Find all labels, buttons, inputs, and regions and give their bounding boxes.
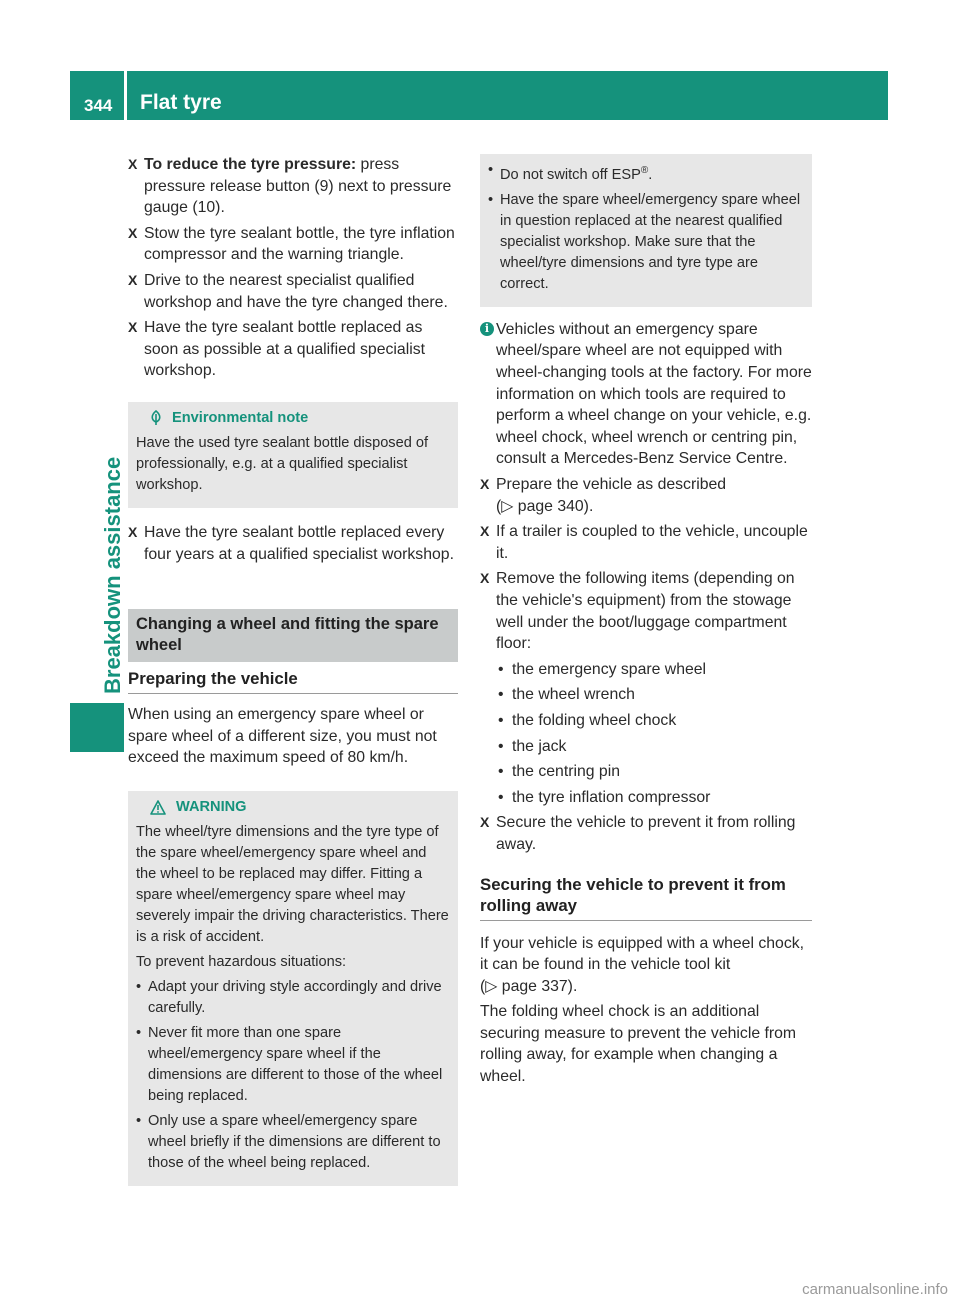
bullet-icon: • <box>136 1112 142 1129</box>
step-text: next to pressure gauge <box>144 177 452 217</box>
info-note <box>480 319 812 470</box>
page-number: 344 <box>84 96 113 115</box>
item-bullet <box>480 761 812 783</box>
bullet-icon: • <box>136 978 142 995</box>
bullet-icon: • <box>498 737 504 755</box>
bullet-icon: • <box>498 788 504 806</box>
bullet-icon: • <box>498 686 504 704</box>
ref-number: 9 <box>319 177 329 195</box>
item-bullet <box>480 684 812 706</box>
warning-box <box>128 791 458 1186</box>
step-text: Prepare the vehicle as described <box>496 476 727 494</box>
item-bullet <box>480 736 812 758</box>
bullet-icon: • <box>488 191 494 208</box>
warning-bullet <box>136 1111 450 1174</box>
paragraph <box>480 933 812 998</box>
bullet-text: the folding wheel chock <box>512 711 677 729</box>
bullet-icon: • <box>498 660 504 678</box>
step-text: Have the tyre sealant bottle replaced every four years at a qualified specialist workshop. <box>144 523 454 563</box>
item-bullet <box>480 659 812 681</box>
warning-text: The wheel/tyre dimensions and the tyre type of the spare wheel/emergency spare wheel and the wheel to be replaced may differ. Fitting a spare wheel/emergency spare wheel may severely impair the driving characteristics. There is a risk of accident. <box>136 823 449 945</box>
section-title: Changing a wheel and fitting the spare wheel <box>128 609 458 662</box>
item-bullet <box>480 710 812 732</box>
info-text: Vehicles without an emergency spare wheel/spare wheel are not equipped with wheel-changing tools at the factory. For more information on which tools are required to perform a wheel change on your vehicle, e.g. wheel chock, wheel wrench or centring pin, consult a Mercedes-Benz Service Centre. <box>496 320 812 468</box>
environmental-note-text: Have the used tyre sealant bottle disposed of professionally, e.g. at a qualified specialist workshop. <box>136 434 429 493</box>
intro-paragraph: When using an emergency spare wheel or spare wheel of a different size, you must not exceed the maximum speed of 80 km/h. <box>128 706 437 767</box>
warning-title: WARNING <box>176 798 247 815</box>
environment-leaf-icon <box>150 410 162 426</box>
bullet-text: Have the spare wheel/emergency spare wheel in question replaced at the nearest qualified specialist workshop. Make sure that the wheel/tyre dimensions and tyre type are correct. <box>500 191 801 292</box>
step-text: press pressure release button <box>144 156 400 195</box>
step-arrow-icon: X <box>128 271 138 288</box>
step-replace-every-four-years <box>128 522 458 565</box>
bullet-text: the emergency spare wheel <box>512 660 707 678</box>
page-title: Flat tyre <box>140 91 222 114</box>
bullet-text: Do not switch off ESP <box>500 166 641 183</box>
step-drive <box>128 270 458 313</box>
left-column <box>128 154 458 1186</box>
item-bullet <box>480 787 812 809</box>
bullet-text: the centring pin <box>512 763 621 781</box>
footer-watermark: carmanualsonline.info <box>802 1281 948 1298</box>
bullet-icon: • <box>136 1024 142 1041</box>
bullet-text: the jack <box>512 737 567 755</box>
ref-number: 10 <box>197 199 216 217</box>
registered-mark: ® <box>640 165 649 176</box>
page-reference-link[interactable]: (▷ page 340). <box>496 497 594 515</box>
step-text: If a trailer is coupled to the vehicle, uncouple it. <box>496 523 808 562</box>
warning-bullet <box>136 977 450 1019</box>
bullet-text: Adapt your driving style accordingly and drive carefully. <box>148 978 442 1016</box>
subsection-title: Preparing the vehicle <box>128 668 458 694</box>
step-text: Drive to the nearest specialist qualified workshop and have the tyre changed there. <box>144 271 448 311</box>
page-reference-link[interactable]: (▷ page 337). <box>480 977 578 995</box>
bullet-icon: • <box>498 711 504 729</box>
step-stow <box>128 223 458 266</box>
warning-box-continued <box>480 154 812 307</box>
step-text: Stow the tyre sealant bottle, the tyre inflation compressor and the warning triangle. <box>144 224 455 264</box>
step-text: Remove the following items (depending on the vehicle's equipment) from the stowage well under the boot/luggage compartment floor: <box>496 570 795 653</box>
bullet-text: Only use a spare wheel/emergency spare wheel briefly if the dimensions are different to those of the wheel being replaced. <box>148 1112 441 1171</box>
step-remove-items <box>480 568 812 654</box>
paragraph-text: If your vehicle is equipped with a wheel chock, it can be found in the vehicle tool kit <box>480 934 805 974</box>
ref-number-icon: (9) <box>314 177 334 195</box>
environmental-note-title: Environmental note <box>172 409 309 426</box>
warning-header <box>136 797 450 818</box>
step-secure-vehicle <box>480 812 812 855</box>
bullet-text: . <box>648 166 653 183</box>
warning-bullet <box>488 190 804 295</box>
bullet-icon: • <box>498 763 504 781</box>
header-divider <box>124 71 127 120</box>
bullet-text: the wheel wrench <box>512 686 635 704</box>
step-arrow-icon: X <box>480 523 490 540</box>
bullet-text: Never fit more than one spare wheel/emergency spare wheel if the dimensions are different to those of the wheel being replaced. <box>148 1024 443 1104</box>
step-text: Have the tyre sealant bottle replaced as soon as possible at a qualified specialist workshop. <box>144 319 426 380</box>
info-icon: i <box>480 322 494 336</box>
paragraph: The folding wheel chock is an additional securing measure to prevent the vehicle from rolling away, for example when changing a wheel. <box>480 1003 797 1086</box>
step-arrow-icon: X <box>480 476 490 493</box>
side-tab-marker <box>70 703 124 752</box>
step-arrow-icon: X <box>128 156 138 172</box>
right-column <box>480 154 812 1092</box>
step-arrow-icon: X <box>128 319 138 336</box>
bullet-text: the tyre inflation compressor <box>512 788 711 806</box>
warning-bullet <box>136 1023 450 1107</box>
step-prepare-vehicle <box>480 474 812 517</box>
step-text: Secure the vehicle to prevent it from rolling away. <box>496 814 796 853</box>
step-reduce-pressure <box>128 154 458 219</box>
warning-bullet <box>488 160 804 186</box>
step-replace-soon <box>128 317 458 382</box>
step-arrow-icon: X <box>128 523 138 540</box>
warning-triangle-icon <box>150 800 166 815</box>
subsection-title: Securing the vehicle to prevent it from rolling away <box>480 874 812 921</box>
step-text: . <box>220 199 225 217</box>
step-uncouple-trailer <box>480 521 812 564</box>
environmental-note <box>128 402 458 508</box>
step-arrow-icon: X <box>128 224 138 241</box>
chapter-side-label: Breakdown assistance <box>100 456 125 694</box>
step-arrow-icon: X <box>480 814 490 831</box>
step-bold-label: To reduce the tyre pressure: <box>144 156 357 173</box>
ref-number-icon: (10) <box>192 199 221 217</box>
step-arrow-icon: X <box>480 570 490 587</box>
bullet-icon: • <box>488 162 494 178</box>
warning-prevent-text: To prevent hazardous situations: <box>136 953 347 970</box>
environmental-note-header <box>136 408 450 429</box>
